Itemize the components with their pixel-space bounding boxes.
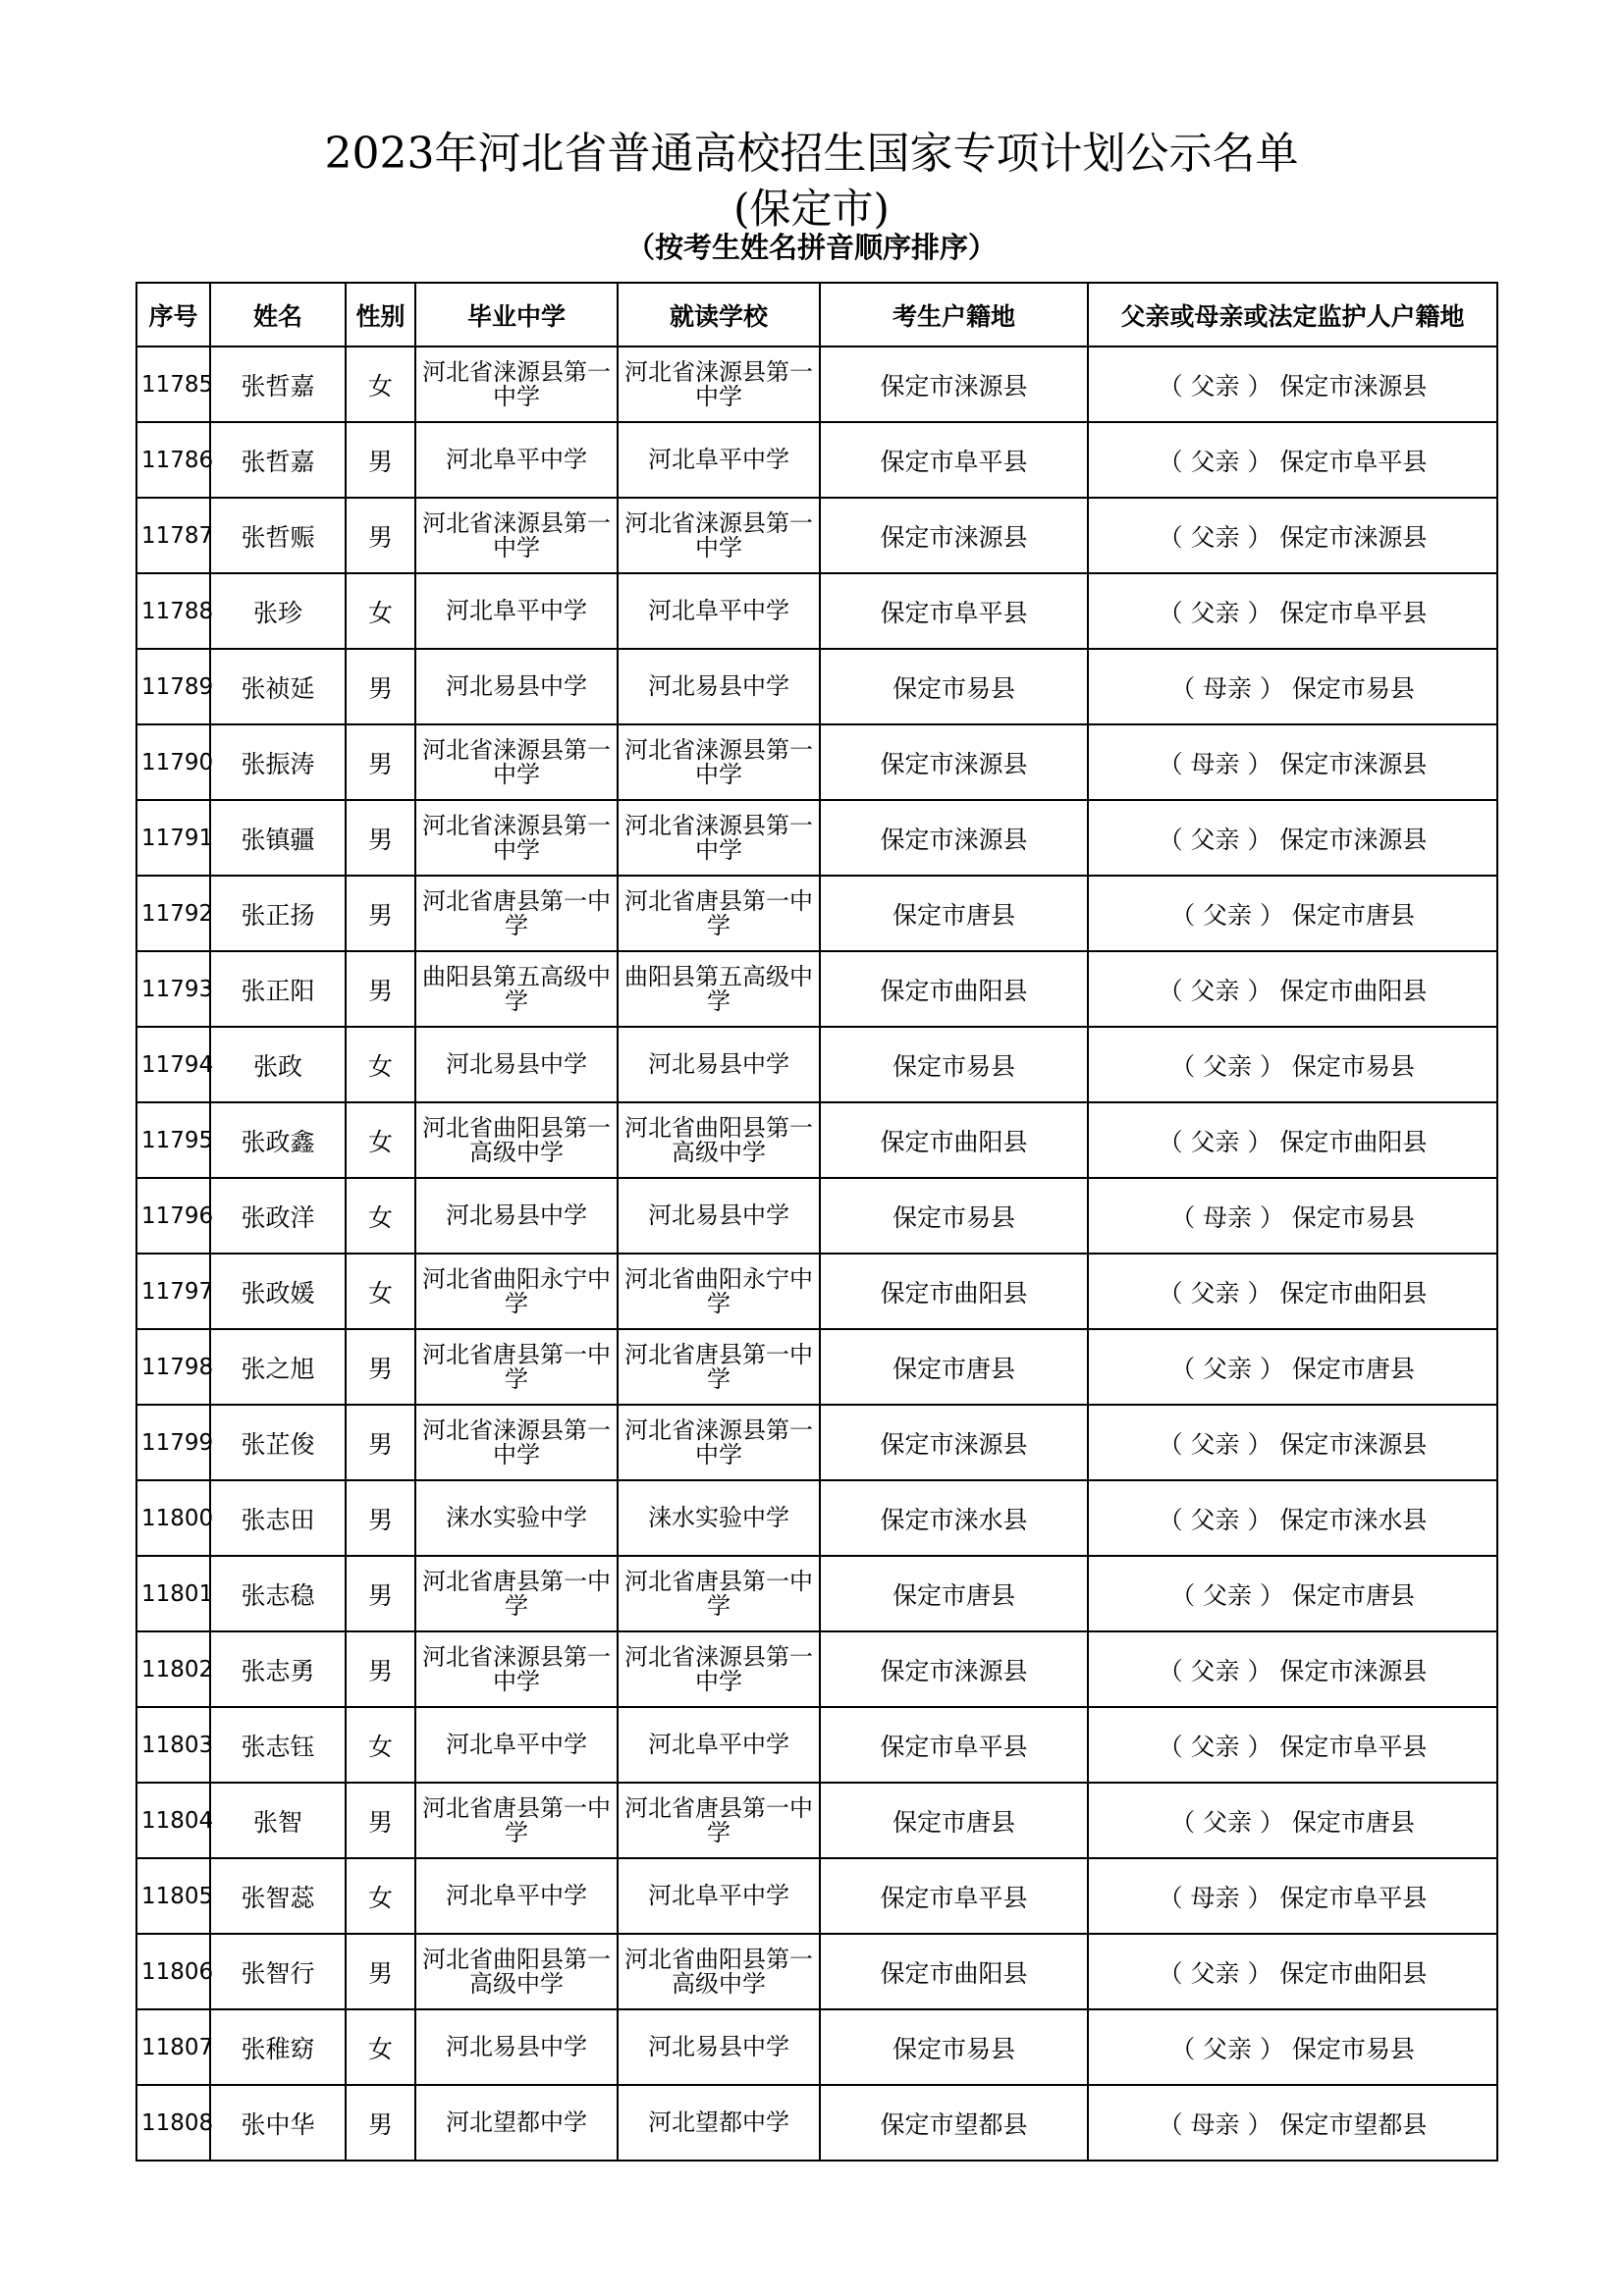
- cell-name: 张镇疆: [210, 800, 346, 876]
- cell-name: 张志钰: [210, 1707, 346, 1783]
- cell-guardian-residence: （ 父亲 ） 保定市曲阳县: [1088, 951, 1497, 1027]
- cell-candidate-residence: 保定市唐县: [820, 1556, 1088, 1631]
- header-current-school: 就读学校: [618, 283, 820, 347]
- table-row: [136, 2009, 1497, 2085]
- cell-current-school: 河北省涞源县第一中学: [618, 724, 820, 800]
- cell-name: 张哲嘉: [210, 422, 346, 498]
- cell-candidate-residence: 保定市曲阳县: [820, 1102, 1088, 1178]
- table-row: [136, 347, 1497, 422]
- cell-seq: 11793: [136, 951, 210, 1027]
- cell-gender: 女: [346, 1254, 415, 1329]
- cell-graduation-school: 曲阳县第五高级中学: [415, 951, 618, 1027]
- cell-graduation-school: 河北省唐县第一中学: [415, 1783, 618, 1858]
- cell-seq: 11787: [136, 498, 210, 573]
- cell-guardian-residence: （ 父亲 ） 保定市曲阳县: [1088, 1102, 1497, 1178]
- cell-name: 张志稳: [210, 1556, 346, 1631]
- cell-current-school: 河北省曲阳永宁中学: [618, 1254, 820, 1329]
- cell-candidate-residence: 保定市曲阳县: [820, 951, 1088, 1027]
- cell-current-school: 河北省唐县第一中学: [618, 1556, 820, 1631]
- cell-guardian-residence: （ 母亲 ） 保定市易县: [1088, 649, 1497, 724]
- cell-current-school: 河北省唐县第一中学: [618, 1783, 820, 1858]
- cell-candidate-residence: 保定市涞源县: [820, 800, 1088, 876]
- page-title: 2023年河北省普通高校招生国家专项计划公示名单: [324, 129, 1299, 179]
- cell-gender: 女: [346, 1027, 415, 1102]
- page-subtitle: (保定市): [733, 185, 890, 233]
- table-row: [136, 573, 1497, 649]
- table-row: [136, 1405, 1497, 1480]
- cell-gender: 男: [346, 1783, 415, 1858]
- cell-gender: 女: [346, 573, 415, 649]
- cell-graduation-school: 河北易县中学: [415, 1178, 618, 1254]
- header-graduation-school: 毕业中学: [415, 283, 618, 347]
- cell-gender: 男: [346, 1934, 415, 2009]
- cell-candidate-residence: 保定市易县: [820, 1027, 1088, 1102]
- cell-candidate-residence: 保定市曲阳县: [820, 1934, 1088, 2009]
- cell-graduation-school: 河北阜平中学: [415, 1858, 618, 1934]
- cell-name: 张之旭: [210, 1329, 346, 1405]
- cell-current-school: 河北易县中学: [618, 1178, 820, 1254]
- cell-guardian-residence: （ 母亲 ） 保定市易县: [1088, 1178, 1497, 1254]
- cell-graduation-school: 涞水实验中学: [415, 1480, 618, 1556]
- cell-graduation-school: 河北阜平中学: [415, 573, 618, 649]
- cell-current-school: 河北省涞源县第一中学: [618, 1631, 820, 1707]
- table-row: [136, 1631, 1497, 1707]
- cell-seq: 11804: [136, 1783, 210, 1858]
- cell-name: 张志勇: [210, 1631, 346, 1707]
- cell-guardian-residence: （ 父亲 ） 保定市涞源县: [1088, 347, 1497, 422]
- cell-candidate-residence: 保定市涞水县: [820, 1480, 1088, 1556]
- header-name: 姓名: [210, 283, 346, 347]
- cell-guardian-residence: （ 父亲 ） 保定市唐县: [1088, 1556, 1497, 1631]
- cell-guardian-residence: （ 母亲 ） 保定市涞源县: [1088, 724, 1497, 800]
- table-row: [136, 1934, 1497, 2009]
- cell-candidate-residence: 保定市曲阳县: [820, 1254, 1088, 1329]
- cell-name: 张哲嘉: [210, 347, 346, 422]
- cell-guardian-residence: （ 父亲 ） 保定市涞源县: [1088, 1405, 1497, 1480]
- table-row: [136, 800, 1497, 876]
- cell-candidate-residence: 保定市涞源县: [820, 1631, 1088, 1707]
- cell-current-school: 河北易县中学: [618, 1027, 820, 1102]
- cell-graduation-school: 河北省涞源县第一中学: [415, 1405, 618, 1480]
- cell-guardian-residence: （ 母亲 ） 保定市阜平县: [1088, 1858, 1497, 1934]
- cell-graduation-school: 河北省唐县第一中学: [415, 1556, 618, 1631]
- cell-gender: 男: [346, 876, 415, 951]
- cell-guardian-residence: （ 父亲 ） 保定市阜平县: [1088, 1707, 1497, 1783]
- table-row: [136, 1329, 1497, 1405]
- cell-guardian-residence: （ 父亲 ） 保定市阜平县: [1088, 422, 1497, 498]
- cell-current-school: 涞水实验中学: [618, 1480, 820, 1556]
- table-row: [136, 1480, 1497, 1556]
- cell-graduation-school: 河北望都中学: [415, 2085, 618, 2161]
- table-row: [136, 951, 1497, 1027]
- cell-graduation-school: 河北省唐县第一中学: [415, 1329, 618, 1405]
- cell-candidate-residence: 保定市易县: [820, 2009, 1088, 2085]
- header-gender: 性别: [346, 283, 415, 347]
- cell-name: 张正阳: [210, 951, 346, 1027]
- table-row: [136, 1254, 1497, 1329]
- cell-name: 张政媛: [210, 1254, 346, 1329]
- cell-seq: 11800: [136, 1480, 210, 1556]
- cell-candidate-residence: 保定市唐县: [820, 876, 1088, 951]
- cell-graduation-school: 河北易县中学: [415, 2009, 618, 2085]
- cell-graduation-school: 河北省曲阳县第一高级中学: [415, 1102, 618, 1178]
- cell-graduation-school: 河北省涞源县第一中学: [415, 347, 618, 422]
- cell-name: 张志田: [210, 1480, 346, 1556]
- cell-seq: 11791: [136, 800, 210, 876]
- header-guardian-residence: 父亲或母亲或法定监护人户籍地: [1088, 283, 1497, 347]
- cell-current-school: 河北阜平中学: [618, 1707, 820, 1783]
- cell-name: 张政: [210, 1027, 346, 1102]
- table-body: [136, 347, 1497, 2161]
- table-row: [136, 1858, 1497, 1934]
- cell-candidate-residence: 保定市望都县: [820, 2085, 1088, 2161]
- cell-gender: 女: [346, 1178, 415, 1254]
- cell-guardian-residence: （ 父亲 ） 保定市曲阳县: [1088, 1254, 1497, 1329]
- cell-name: 张智: [210, 1783, 346, 1858]
- cell-gender: 女: [346, 1707, 415, 1783]
- table-row: [136, 649, 1497, 724]
- cell-candidate-residence: 保定市阜平县: [820, 1858, 1088, 1934]
- table-row: [136, 2085, 1497, 2161]
- cell-gender: 男: [346, 800, 415, 876]
- cell-seq: 11796: [136, 1178, 210, 1254]
- cell-graduation-school: 河北阜平中学: [415, 422, 618, 498]
- cell-seq: 11806: [136, 1934, 210, 2009]
- cell-guardian-residence: （ 父亲 ） 保定市涞源县: [1088, 800, 1497, 876]
- cell-candidate-residence: 保定市易县: [820, 1178, 1088, 1254]
- cell-graduation-school: 河北省曲阳县第一高级中学: [415, 1934, 618, 2009]
- cell-guardian-residence: （ 父亲 ） 保定市唐县: [1088, 1783, 1497, 1858]
- table-row: [136, 1178, 1497, 1254]
- cell-current-school: 河北省唐县第一中学: [618, 1329, 820, 1405]
- cell-guardian-residence: （ 父亲 ） 保定市唐县: [1088, 876, 1497, 951]
- cell-current-school: 河北省涞源县第一中学: [618, 800, 820, 876]
- cell-current-school: 河北省涞源县第一中学: [618, 1405, 820, 1480]
- cell-gender: 男: [346, 649, 415, 724]
- table-row: [136, 1783, 1497, 1858]
- cell-name: 张智行: [210, 1934, 346, 2009]
- cell-candidate-residence: 保定市涞源县: [820, 1405, 1088, 1480]
- candidate-table: [135, 282, 1498, 2162]
- cell-seq: 11792: [136, 876, 210, 951]
- cell-seq: 11805: [136, 1858, 210, 1934]
- cell-graduation-school: 河北易县中学: [415, 1027, 618, 1102]
- table-row: [136, 876, 1497, 951]
- cell-seq: 11785: [136, 347, 210, 422]
- cell-gender: 女: [346, 347, 415, 422]
- table-row: [136, 1102, 1497, 1178]
- cell-seq: 11802: [136, 1631, 210, 1707]
- cell-gender: 男: [346, 724, 415, 800]
- cell-seq: 11786: [136, 422, 210, 498]
- cell-name: 张政鑫: [210, 1102, 346, 1178]
- header-candidate-residence: 考生户籍地: [820, 283, 1088, 347]
- cell-candidate-residence: 保定市阜平县: [820, 422, 1088, 498]
- table-row: [136, 1027, 1497, 1102]
- cell-guardian-residence: （ 父亲 ） 保定市唐县: [1088, 1329, 1497, 1405]
- cell-name: 张政洋: [210, 1178, 346, 1254]
- cell-current-school: 河北省涞源县第一中学: [618, 498, 820, 573]
- cell-current-school: 河北望都中学: [618, 2085, 820, 2161]
- cell-seq: 11808: [136, 2085, 210, 2161]
- cell-candidate-residence: 保定市阜平县: [820, 573, 1088, 649]
- cell-guardian-residence: （ 母亲 ） 保定市望都县: [1088, 2085, 1497, 2161]
- cell-gender: 男: [346, 951, 415, 1027]
- table-row: [136, 1707, 1497, 1783]
- cell-candidate-residence: 保定市涞源县: [820, 724, 1088, 800]
- cell-candidate-residence: 保定市唐县: [820, 1329, 1088, 1405]
- cell-candidate-residence: 保定市易县: [820, 649, 1088, 724]
- header-seq: 序号: [136, 283, 210, 347]
- cell-name: 张中华: [210, 2085, 346, 2161]
- cell-gender: 男: [346, 1631, 415, 1707]
- table-row: [136, 422, 1497, 498]
- cell-current-school: 河北省曲阳县第一高级中学: [618, 1102, 820, 1178]
- cell-graduation-school: 河北省唐县第一中学: [415, 876, 618, 951]
- cell-name: 张芷俊: [210, 1405, 346, 1480]
- cell-candidate-residence: 保定市涞源县: [820, 498, 1088, 573]
- cell-seq: 11795: [136, 1102, 210, 1178]
- cell-graduation-school: 河北省涞源县第一中学: [415, 724, 618, 800]
- cell-name: 张哲赈: [210, 498, 346, 573]
- cell-name: 张智蕊: [210, 1858, 346, 1934]
- sort-note: （按考生姓名拼音顺序排序）: [625, 231, 997, 264]
- cell-gender: 男: [346, 1329, 415, 1405]
- cell-seq: 11788: [136, 573, 210, 649]
- cell-current-school: 河北省唐县第一中学: [618, 876, 820, 951]
- cell-name: 张正扬: [210, 876, 346, 951]
- cell-candidate-residence: 保定市涞源县: [820, 347, 1088, 422]
- cell-seq: 11797: [136, 1254, 210, 1329]
- cell-guardian-residence: （ 父亲 ） 保定市易县: [1088, 2009, 1497, 2085]
- cell-name: 张珍: [210, 573, 346, 649]
- cell-seq: 11803: [136, 1707, 210, 1783]
- cell-current-school: 河北易县中学: [618, 649, 820, 724]
- table-row: [136, 1556, 1497, 1631]
- cell-gender: 女: [346, 1858, 415, 1934]
- cell-seq: 11794: [136, 1027, 210, 1102]
- cell-candidate-residence: 保定市阜平县: [820, 1707, 1088, 1783]
- cell-seq: 11801: [136, 1556, 210, 1631]
- cell-seq: 11807: [136, 2009, 210, 2085]
- cell-name: 张祯延: [210, 649, 346, 724]
- cell-guardian-residence: （ 父亲 ） 保定市易县: [1088, 1027, 1497, 1102]
- cell-guardian-residence: （ 父亲 ） 保定市阜平县: [1088, 573, 1497, 649]
- cell-gender: 女: [346, 1102, 415, 1178]
- cell-guardian-residence: （ 父亲 ） 保定市涞源县: [1088, 1631, 1497, 1707]
- cell-graduation-school: 河北省涞源县第一中学: [415, 498, 618, 573]
- cell-seq: 11789: [136, 649, 210, 724]
- cell-current-school: 曲阳县第五高级中学: [618, 951, 820, 1027]
- cell-candidate-residence: 保定市唐县: [820, 1783, 1088, 1858]
- cell-gender: 男: [346, 1405, 415, 1480]
- cell-gender: 男: [346, 1480, 415, 1556]
- cell-gender: 男: [346, 2085, 415, 2161]
- cell-gender: 男: [346, 498, 415, 573]
- cell-graduation-school: 河北省曲阳永宁中学: [415, 1254, 618, 1329]
- cell-seq: 11799: [136, 1405, 210, 1480]
- table-header-row: [136, 283, 1497, 347]
- cell-graduation-school: 河北阜平中学: [415, 1707, 618, 1783]
- cell-seq: 11798: [136, 1329, 210, 1405]
- table-row: [136, 498, 1497, 573]
- cell-current-school: 河北省曲阳县第一高级中学: [618, 1934, 820, 2009]
- cell-name: 张稚窈: [210, 2009, 346, 2085]
- cell-guardian-residence: （ 父亲 ） 保定市涞水县: [1088, 1480, 1497, 1556]
- cell-name: 张振涛: [210, 724, 346, 800]
- cell-graduation-school: 河北易县中学: [415, 649, 618, 724]
- cell-gender: 女: [346, 2009, 415, 2085]
- cell-guardian-residence: （ 父亲 ） 保定市曲阳县: [1088, 1934, 1497, 2009]
- cell-graduation-school: 河北省涞源县第一中学: [415, 1631, 618, 1707]
- cell-gender: 男: [346, 1556, 415, 1631]
- cell-current-school: 河北阜平中学: [618, 422, 820, 498]
- cell-seq: 11790: [136, 724, 210, 800]
- cell-graduation-school: 河北省涞源县第一中学: [415, 800, 618, 876]
- table-row: [136, 724, 1497, 800]
- cell-current-school: 河北易县中学: [618, 2009, 820, 2085]
- cell-guardian-residence: （ 父亲 ） 保定市涞源县: [1088, 498, 1497, 573]
- cell-current-school: 河北阜平中学: [618, 1858, 820, 1934]
- cell-current-school: 河北省涞源县第一中学: [618, 347, 820, 422]
- cell-current-school: 河北阜平中学: [618, 573, 820, 649]
- cell-gender: 男: [346, 422, 415, 498]
